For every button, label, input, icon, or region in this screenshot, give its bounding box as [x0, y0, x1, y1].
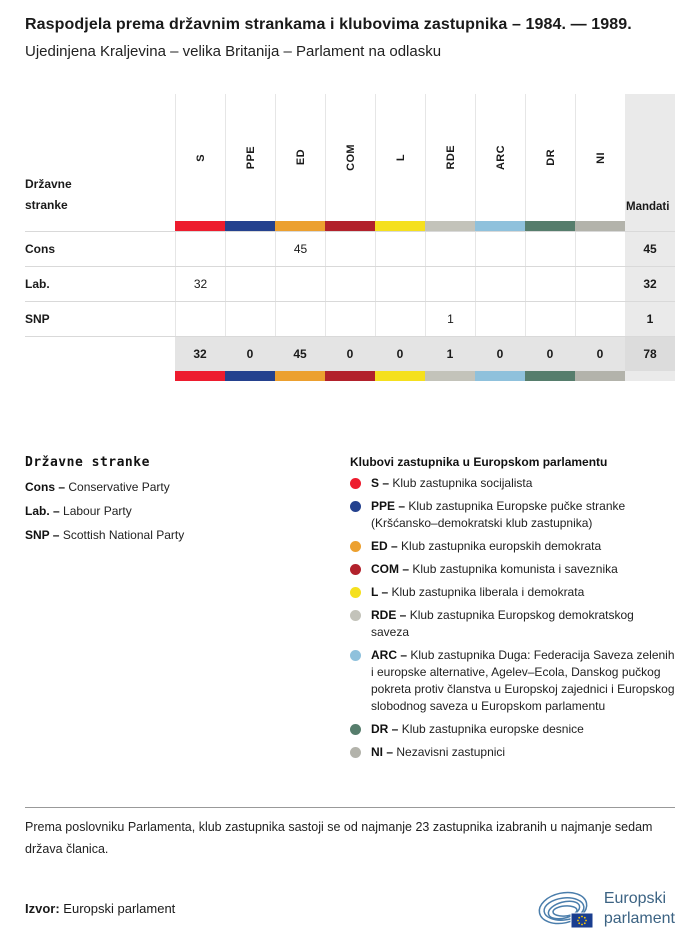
column-header-ni: NI [575, 94, 625, 221]
group-color-dot [350, 564, 361, 575]
value-cell [375, 302, 425, 336]
report-header [25, 16, 675, 60]
color-swatch-arc [475, 371, 525, 381]
party-label: Lab. [25, 277, 50, 291]
column-header-mandati: Mandati [625, 94, 675, 221]
group-color-dot [350, 501, 361, 512]
table-header-row [25, 94, 675, 221]
group-legend-item: DR – Klub zastupnika europske desnice [350, 721, 675, 738]
page-subtitle: Ujedinjena Kraljevina – velika Britanija – Parlament na odlasku [25, 43, 442, 60]
source-value: Europski parlament [63, 901, 176, 917]
total-cell: 32 [175, 337, 225, 371]
party-label: Cons [25, 242, 55, 256]
ep-hemicycle-icon [537, 887, 595, 931]
color-swatch-arc [475, 221, 525, 231]
value-cell: 1 [425, 302, 475, 336]
total-cell: 1 [425, 337, 475, 371]
party-legend-item: SNP – Scottish National Party [25, 528, 185, 542]
color-swatch-ppe [225, 371, 275, 381]
color-swatch-ppe [225, 221, 275, 231]
value-cell [375, 232, 425, 266]
seats-table [25, 94, 675, 381]
group-color-dot [350, 747, 361, 758]
color-swatch-s [175, 221, 225, 231]
row-header-line1: Državne [25, 177, 72, 192]
grand-total-cell: 78 [625, 337, 675, 371]
total-cell: 0 [375, 337, 425, 371]
value-cell [475, 302, 525, 336]
total-cell: 0 [225, 337, 275, 371]
row-header [25, 94, 175, 221]
ep-logo-wordmark: Europski parlament [603, 889, 675, 927]
source-label: Izvor: [25, 901, 60, 917]
party-label: SNP [25, 312, 50, 326]
value-cell [275, 267, 325, 301]
color-swatch-ed [275, 221, 325, 231]
value-cell [175, 302, 225, 336]
mandati-cell: 32 [625, 267, 675, 301]
color-swatch-ni [575, 221, 625, 231]
value-cell: 45 [275, 232, 325, 266]
total-cell: 0 [575, 337, 625, 371]
groups-legend [350, 455, 675, 761]
value-cell [475, 267, 525, 301]
group-color-dot [350, 650, 361, 661]
source-row [25, 887, 675, 931]
column-header-rde: RDE [425, 94, 475, 221]
parties-legend-header: Državne stranke [25, 455, 150, 470]
column-header-s: S [175, 94, 225, 221]
group-legend-item: NI – Nezavisni zastupnici [350, 744, 675, 761]
total-cell: 45 [275, 337, 325, 371]
legend-section [25, 455, 675, 761]
value-cell [525, 302, 575, 336]
group-color-dot [350, 541, 361, 552]
value-cell [325, 302, 375, 336]
value-cell [525, 267, 575, 301]
color-swatch-dr [525, 221, 575, 231]
group-legend-item: L – Klub zastupnika liberala i demokrata [350, 584, 675, 601]
group-legend-item: COM – Klub zastupnika komunista i saveznika [350, 561, 675, 578]
value-cell [475, 232, 525, 266]
eu-flag-icon [571, 913, 593, 928]
party-legend-item: Cons – Conservative Party [25, 480, 170, 494]
total-cell: 0 [525, 337, 575, 371]
value-cell [325, 267, 375, 301]
color-swatch-com [325, 371, 375, 381]
value-cell [225, 302, 275, 336]
value-cell [575, 302, 625, 336]
value-cell: 32 [175, 267, 225, 301]
value-cell [325, 232, 375, 266]
color-swatch-dr [525, 371, 575, 381]
color-swatch-rde [425, 221, 475, 231]
groups-legend-header: Klubovi zastupnika u Europskom parlamentu [350, 455, 608, 469]
mandati-cell: 1 [625, 302, 675, 336]
footnote: Prema poslovniku Parlamenta, klub zastupnika sastoji se od najmanje 23 zastupnika izabranih u najmanje sedam država članica. [25, 807, 675, 861]
value-cell [425, 267, 475, 301]
group-legend-item: PPE – Klub zastupnika Europske pučke stranke (Kršćansko–demokratski klub zastupnika) [350, 498, 675, 532]
color-swatch-ed [275, 371, 325, 381]
column-header-com: COM [325, 94, 375, 221]
group-color-dot [350, 587, 361, 598]
color-swatch-s [175, 371, 225, 381]
value-cell [525, 232, 575, 266]
color-swatch-l [375, 221, 425, 231]
group-color-bar-top [25, 221, 675, 231]
value-cell [425, 232, 475, 266]
group-color-dot [350, 724, 361, 735]
group-color-dot [350, 610, 361, 621]
column-header-l: L [375, 94, 425, 221]
mandati-cell: 45 [625, 232, 675, 266]
total-cell: 0 [325, 337, 375, 371]
color-swatch-rde [425, 371, 475, 381]
column-header-ppe: PPE [225, 94, 275, 221]
column-header-ed: ED [275, 94, 325, 221]
page-title: Raspodjela prema državnim strankama i klubovima zastupnika – 1984. — 1989. [25, 16, 632, 33]
group-color-bar-bottom [25, 371, 675, 381]
group-legend-item: S – Klub zastupnika socijalista [350, 475, 675, 492]
group-legend-item: ARC – Klub zastupnika Duga: Federacija Saveza zelenih i europske alternative, Agelev–Ecola, Danskog pučkog pokreta protiv članstva u Europskoj zajednici i Europskog slobodnog saveza u Europskom parlamentu [350, 647, 675, 715]
totals-row [25, 336, 675, 371]
column-header-arc: ARC [475, 94, 525, 221]
value-cell [575, 267, 625, 301]
total-cell: 0 [475, 337, 525, 371]
ep-logo [537, 887, 675, 931]
parties-legend [25, 455, 350, 761]
row-header-line2: stranke [25, 197, 68, 212]
value-cell [275, 302, 325, 336]
party-legend-item: Lab. – Labour Party [25, 504, 132, 518]
value-cell [225, 267, 275, 301]
table-row-cons [25, 231, 675, 266]
group-legend-item: ED – Klub zastupnika europskih demokrata [350, 538, 675, 555]
group-legend-item: RDE – Klub zastupnika Europskog demokratskog saveza [350, 607, 675, 641]
value-cell [575, 232, 625, 266]
value-cell [175, 232, 225, 266]
source [25, 901, 175, 916]
column-header-dr: DR [525, 94, 575, 221]
color-swatch-com [325, 221, 375, 231]
color-swatch-l [375, 371, 425, 381]
value-cell [375, 267, 425, 301]
value-cell [225, 232, 275, 266]
table-row-snp [25, 301, 675, 336]
group-color-dot [350, 478, 361, 489]
table-row-lab [25, 266, 675, 301]
color-swatch-ni [575, 371, 625, 381]
